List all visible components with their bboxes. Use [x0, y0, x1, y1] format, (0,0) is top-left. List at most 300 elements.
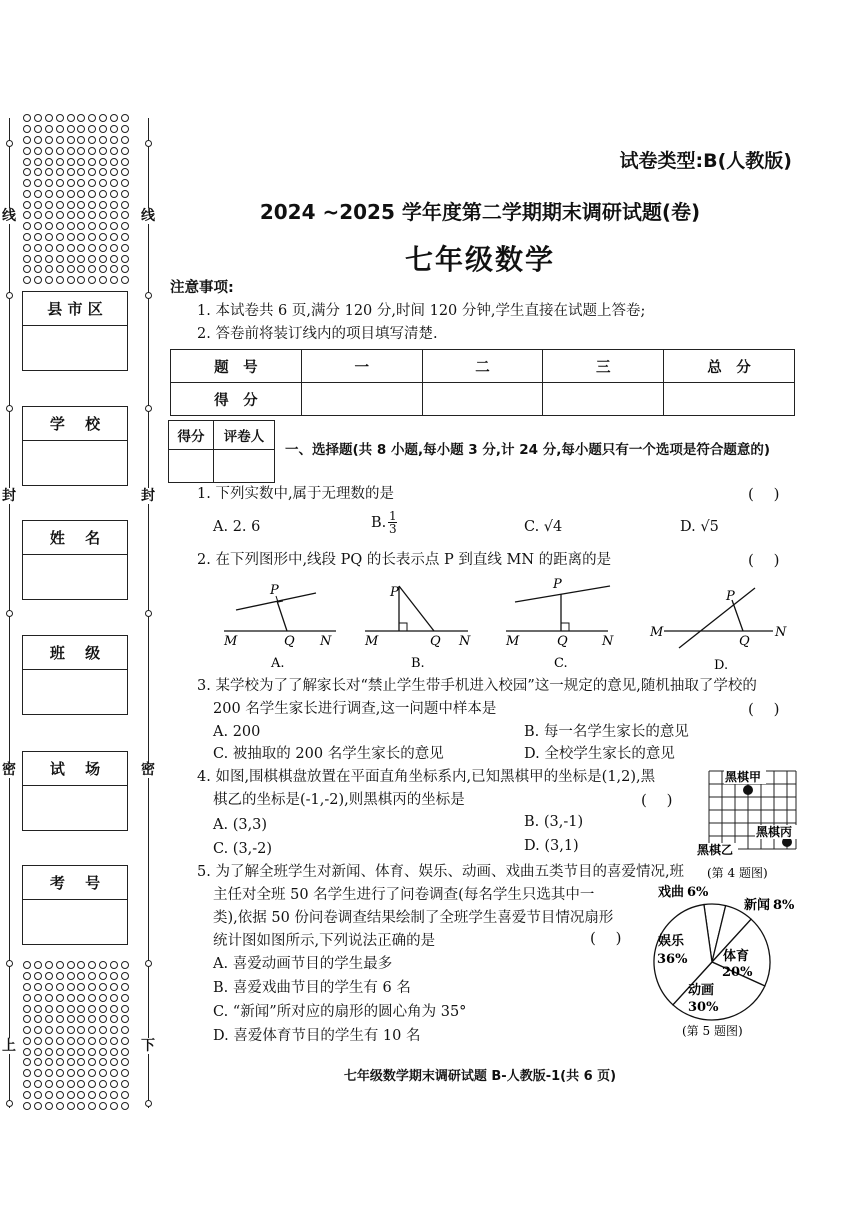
binding-dot [99, 1058, 107, 1066]
binding-dot [45, 1037, 53, 1045]
binding-dot [23, 244, 31, 252]
binding-dot [23, 265, 31, 273]
q2-figure-a [223, 583, 336, 671]
figure-label: A. [271, 656, 285, 671]
grader-label: 评卷人 [214, 421, 275, 450]
binding-dot [88, 244, 96, 252]
binding-dot [23, 125, 31, 133]
binding-dot [34, 1091, 42, 1099]
grader-field[interactable] [214, 450, 275, 483]
binding-dot [88, 961, 96, 969]
q5-stem-line1: 5. 为了解全班学生对新闻、体育、娱乐、动画、戏曲五类节目的喜爱情况,班 [197, 864, 685, 880]
binding-dot [110, 1005, 118, 1013]
binding-dot [56, 211, 64, 219]
binding-dot [23, 1037, 31, 1045]
seal-char: 封 [2, 488, 16, 504]
score-table-input[interactable] [301, 383, 422, 416]
binding-dot [56, 158, 64, 166]
binding-dot [110, 1048, 118, 1056]
binding-dot [121, 1102, 129, 1110]
binding-dot [88, 222, 96, 230]
binding-dot [77, 1037, 85, 1045]
seal-char: 上 [2, 1038, 16, 1054]
binding-dot [34, 276, 42, 284]
info-box-class [22, 635, 128, 715]
binding-dot [34, 114, 42, 122]
binding-dot [56, 1015, 64, 1023]
binding-dot [110, 1080, 118, 1088]
binding-dot [121, 1058, 129, 1066]
black-stone-jia [743, 785, 753, 795]
answer-paren[interactable]: ( ) [748, 485, 780, 503]
answer-paren[interactable]: ( ) [641, 791, 673, 809]
binding-dot [67, 1102, 75, 1110]
binding-dot [23, 255, 31, 263]
binding-dot [45, 190, 53, 198]
binding-dot [99, 1069, 107, 1077]
binding-dot [34, 233, 42, 241]
grader-score-field[interactable] [169, 450, 214, 483]
binding-dot [67, 1058, 75, 1066]
binding-dot [34, 211, 42, 219]
binding-dot [88, 168, 96, 176]
binding-dot [110, 983, 118, 991]
info-box-field[interactable] [23, 786, 127, 830]
binding-dot [67, 994, 75, 1002]
score-table-input[interactable] [664, 383, 795, 416]
binding-dot [99, 1005, 107, 1013]
binding-dot [77, 201, 85, 209]
binding-dot [67, 158, 75, 166]
binding-dot [56, 244, 64, 252]
q1-option-b-prefix: B. [371, 514, 387, 531]
binding-dot [45, 201, 53, 209]
notes-heading: 注意事项: [170, 280, 234, 296]
score-table-input[interactable] [543, 383, 664, 416]
info-box-field[interactable] [23, 441, 127, 485]
q5-option-a: A. 喜爱动画节目的学生最多 [213, 956, 393, 972]
q3-option-d: D. 全校学生家长的意见 [524, 746, 675, 762]
point-label: P [553, 577, 562, 592]
binding-dot [56, 265, 64, 273]
q5-stem-line2: 主任对全班 50 名学生进行了问卷调查(每名学生只选其中一 [213, 887, 595, 903]
binding-dot [23, 114, 31, 122]
info-box-label: 试 场 [23, 752, 127, 786]
pie-slice-name: 戏曲 [658, 885, 685, 900]
binding-dot [77, 1069, 85, 1077]
binding-dot [67, 244, 75, 252]
binding-dot [121, 1048, 129, 1056]
fraction-denominator: 3 [388, 522, 397, 536]
go-board-figure [695, 767, 805, 882]
q3-option-c: C. 被抽取的 200 名学生家长的意见 [213, 746, 444, 762]
binding-dot [88, 276, 96, 284]
binding-dot [99, 1091, 107, 1099]
binding-dots-bottom [22, 960, 130, 1111]
point-label: N [602, 634, 614, 649]
binding-dot [67, 190, 75, 198]
answer-paren[interactable]: ( ) [590, 929, 622, 947]
binding-ring [145, 292, 152, 299]
q3-stem-line1: 3. 某学校为了了解家长对“禁止学生带手机进入校园”这一规定的意见,随机抽取了学校的 [197, 678, 757, 694]
binding-ring [145, 140, 152, 147]
binding-dot [121, 168, 129, 176]
binding-dot [56, 983, 64, 991]
binding-dot [121, 158, 129, 166]
score-table-input[interactable] [422, 383, 543, 416]
binding-dot [56, 125, 64, 133]
binding-dot [23, 211, 31, 219]
answer-paren[interactable]: ( ) [748, 700, 780, 718]
fraction-numerator: 1 [388, 509, 397, 523]
binding-dot [34, 983, 42, 991]
binding-dot [23, 1102, 31, 1110]
binding-dot [121, 190, 129, 198]
binding-dot [45, 179, 53, 187]
info-box-field[interactable] [23, 900, 127, 944]
binding-dot [67, 1080, 75, 1088]
binding-dot [34, 1005, 42, 1013]
binding-dot [110, 1102, 118, 1110]
binding-dot [34, 136, 42, 144]
seal-char: 线 [141, 208, 155, 224]
binding-ring [145, 405, 152, 412]
q1-option-a: A. 2. 6 [213, 519, 261, 535]
figure-label: B. [411, 656, 425, 671]
binding-dot [77, 961, 85, 969]
binding-dot [88, 1058, 96, 1066]
seal-char: 密 [2, 762, 16, 778]
info-box-field[interactable] [23, 326, 127, 370]
binding-dot [88, 233, 96, 241]
binding-dot [56, 1026, 64, 1034]
binding-dot [77, 233, 85, 241]
q5-option-c: C. “新闻”所对应的扇形的圆心角为 35° [213, 1004, 467, 1020]
binding-dot [34, 125, 42, 133]
binding-dot [88, 1005, 96, 1013]
q2-figure-c [505, 577, 614, 671]
binding-dot [121, 114, 129, 122]
figure-caption: (第 5 题图) [682, 1024, 743, 1038]
binding-dot [88, 1037, 96, 1045]
binding-dot [77, 972, 85, 980]
binding-ring [145, 960, 152, 967]
binding-dot [99, 1102, 107, 1110]
binding-dot [56, 222, 64, 230]
q2-stem: 2. 在下列图形中,线段 PQ 的长表示点 P 到直线 MN 的距离的是 [197, 552, 612, 568]
binding-dot [99, 244, 107, 252]
score-table [170, 349, 795, 416]
binding-dot [45, 168, 53, 176]
binding-dot [99, 136, 107, 144]
binding-dot [77, 983, 85, 991]
binding-dot [23, 190, 31, 198]
binding-dot [34, 1058, 42, 1066]
binding-dot [23, 1080, 31, 1088]
pie-slice-pct: 8% [773, 898, 795, 913]
binding-dot [34, 244, 42, 252]
binding-ring [6, 1100, 13, 1107]
binding-dot [34, 1026, 42, 1034]
binding-dot [110, 994, 118, 1002]
binding-dot [23, 1069, 31, 1077]
binding-dot [45, 1058, 53, 1066]
binding-dot [67, 1091, 75, 1099]
binding-dot [99, 1015, 107, 1023]
binding-dot [121, 244, 129, 252]
seal-char: 线 [2, 208, 16, 224]
binding-dot [110, 972, 118, 980]
binding-dot [110, 211, 118, 219]
binding-dot [45, 983, 53, 991]
seal-char: 密 [141, 762, 155, 778]
binding-ring [6, 140, 13, 147]
info-box-exam-room [22, 751, 128, 831]
binding-dot [23, 1015, 31, 1023]
binding-dot [88, 265, 96, 273]
binding-dot [67, 972, 75, 980]
figure-label: C. [554, 656, 568, 671]
binding-dot [34, 255, 42, 263]
binding-dot [56, 147, 64, 155]
binding-dot [121, 211, 129, 219]
score-table-cell: 题 号 [171, 350, 302, 383]
binding-dot [67, 125, 75, 133]
binding-dot [121, 1015, 129, 1023]
binding-dot [56, 1005, 64, 1013]
binding-dot [88, 147, 96, 155]
info-box-field[interactable] [23, 555, 127, 599]
binding-dot [121, 1080, 129, 1088]
q3-stem-line2: 200 名学生家长进行调查,这一问题中样本是 [213, 701, 497, 717]
binding-dot [110, 179, 118, 187]
binding-dot [77, 255, 85, 263]
binding-dot [77, 114, 85, 122]
info-box-field[interactable] [23, 670, 127, 714]
binding-dot [99, 201, 107, 209]
q1-option-b [371, 510, 397, 535]
binding-dot [121, 265, 129, 273]
pie-slice-pct: 20% [722, 965, 753, 980]
binding-dot [88, 972, 96, 980]
binding-dot [67, 1037, 75, 1045]
binding-dot [121, 255, 129, 263]
binding-dot [45, 255, 53, 263]
binding-dot [45, 147, 53, 155]
binding-dot [34, 1048, 42, 1056]
binding-dot [77, 168, 85, 176]
binding-dot [45, 265, 53, 273]
binding-dot [88, 1069, 96, 1077]
binding-dot [121, 125, 129, 133]
binding-dot [77, 994, 85, 1002]
point-label: P [270, 583, 279, 598]
binding-dot [67, 1026, 75, 1034]
binding-dot [45, 233, 53, 241]
binding-dot [77, 147, 85, 155]
figure-label: D. [714, 658, 729, 672]
page-footer: 七年级数学期末调研试题 B-人教版-1(共 6 页) [343, 1069, 617, 1084]
binding-dot [77, 1026, 85, 1034]
pie-slice-name: 体育 [723, 949, 750, 964]
binding-dot [77, 1091, 85, 1099]
binding-dot [56, 961, 64, 969]
binding-dot [121, 1069, 129, 1077]
svg-text:戏曲6% [658, 884, 709, 900]
binding-dot [23, 1026, 31, 1034]
score-table-cell: 总 分 [664, 350, 795, 383]
binding-dot [110, 1058, 118, 1066]
binding-dot [34, 994, 42, 1002]
binding-dot [67, 1069, 75, 1077]
binding-dot [56, 233, 64, 241]
binding-dot [34, 265, 42, 273]
q5-option-d: D. 喜爱体育节目的学生有 10 名 [213, 1028, 421, 1044]
point-label: P [390, 585, 399, 600]
binding-ring [6, 610, 13, 617]
binding-dot [23, 983, 31, 991]
binding-dot [99, 222, 107, 230]
binding-dot [99, 1048, 107, 1056]
fraction [388, 510, 397, 535]
binding-dot [56, 114, 64, 122]
binding-dot [110, 265, 118, 273]
binding-dot [110, 222, 118, 230]
stone-label: 黑棋丙 [756, 825, 793, 839]
binding-dot [99, 961, 107, 969]
binding-dot [45, 244, 53, 252]
binding-dot [23, 158, 31, 166]
q5-stem-line4: 统计图如图所示,下列说法正确的是 [213, 933, 436, 949]
binding-dot [88, 1048, 96, 1056]
binding-dot [110, 125, 118, 133]
binding-dot [99, 190, 107, 198]
binding-dot [23, 1091, 31, 1099]
binding-dot [23, 1005, 31, 1013]
binding-dot [67, 114, 75, 122]
binding-dot [88, 1080, 96, 1088]
binding-dot [121, 1026, 129, 1034]
binding-dot [56, 168, 64, 176]
binding-dot [88, 158, 96, 166]
binding-dot [99, 255, 107, 263]
binding-dot [121, 222, 129, 230]
binding-dot [99, 114, 107, 122]
q4-option-c: C. (3,-2) [213, 841, 273, 857]
binding-dot [110, 158, 118, 166]
binding-dot [99, 983, 107, 991]
q3-option-a: A. 200 [213, 724, 261, 740]
info-box-label: 姓 名 [23, 521, 127, 555]
binding-dot [110, 1091, 118, 1099]
section-heading: 一、选择题(共 8 小题,每小题 3 分,计 24 分,每小题只有一个选项是符合题意的) [285, 442, 770, 458]
q2-figure-d [649, 588, 787, 672]
binding-dot [110, 136, 118, 144]
binding-dot [110, 961, 118, 969]
binding-dot [121, 136, 129, 144]
point-label: P [726, 589, 735, 604]
binding-dot [88, 255, 96, 263]
binding-dot [34, 222, 42, 230]
binding-dot [88, 983, 96, 991]
binding-dot [99, 233, 107, 241]
binding-dot [77, 158, 85, 166]
binding-dot [67, 983, 75, 991]
q4-stem-line2: 棋乙的坐标是(-1,-2),则黑棋丙的坐标是 [213, 792, 465, 808]
paper-type: 试卷类型:B(人教版) [619, 150, 792, 172]
binding-dot [99, 125, 107, 133]
binding-dot [67, 1005, 75, 1013]
q2-figure-b [364, 585, 471, 671]
figure-caption: (第 4 题图) [707, 866, 768, 880]
binding-dot [45, 1026, 53, 1034]
binding-dot [34, 1069, 42, 1077]
binding-dot [45, 1080, 53, 1088]
point-label: Q [430, 634, 441, 649]
binding-dot [88, 1102, 96, 1110]
binding-dot [99, 147, 107, 155]
binding-dot [67, 211, 75, 219]
binding-dot [56, 179, 64, 187]
binding-dot [45, 136, 53, 144]
binding-dot [45, 972, 53, 980]
binding-dot [77, 211, 85, 219]
note-item: 1. 本试卷共 6 页,满分 120 分,时间 120 分钟,学生直接在试题上答卷; [197, 303, 646, 319]
binding-dot [99, 1026, 107, 1034]
binding-dot [45, 211, 53, 219]
info-box-school [22, 406, 128, 486]
binding-dot [88, 994, 96, 1002]
binding-dot [121, 983, 129, 991]
binding-dot [23, 168, 31, 176]
point-label: N [775, 625, 787, 640]
binding-dot [110, 1026, 118, 1034]
q4-option-b: B. (3,-1) [524, 814, 584, 830]
stone-label: 黑棋乙 [697, 843, 734, 857]
binding-dot [110, 168, 118, 176]
pie-slice-name: 新闻 [744, 898, 771, 913]
binding-dot [99, 179, 107, 187]
binding-dot [45, 961, 53, 969]
info-box-county [22, 291, 128, 371]
binding-dot [77, 125, 85, 133]
point-label: Q [739, 634, 750, 649]
binding-dot [121, 147, 129, 155]
answer-paren[interactable]: ( ) [748, 551, 780, 569]
binding-ring [6, 405, 13, 412]
binding-dot [121, 1091, 129, 1099]
binding-dot [67, 201, 75, 209]
subject-title: 七年级数学 [404, 243, 555, 276]
pie-slice-pct: 30% [688, 1000, 719, 1015]
binding-dot [23, 1058, 31, 1066]
info-box-label: 县 市 区 [23, 292, 127, 326]
binding-dot [67, 147, 75, 155]
binding-dot [121, 201, 129, 209]
binding-dot [77, 1102, 85, 1110]
binding-dot [110, 147, 118, 155]
binding-dot [34, 961, 42, 969]
q5-stem-line3: 类),依据 50 份问卷调查结果绘制了全班学生喜爱节目情况扇形 [213, 910, 614, 926]
binding-dot [45, 158, 53, 166]
binding-dot [99, 994, 107, 1002]
pie-slice-pct: 36% [657, 952, 688, 967]
binding-dot [99, 972, 107, 980]
binding-dot [23, 961, 31, 969]
binding-dot [67, 222, 75, 230]
binding-ring [145, 1100, 152, 1107]
binding-dot [110, 190, 118, 198]
